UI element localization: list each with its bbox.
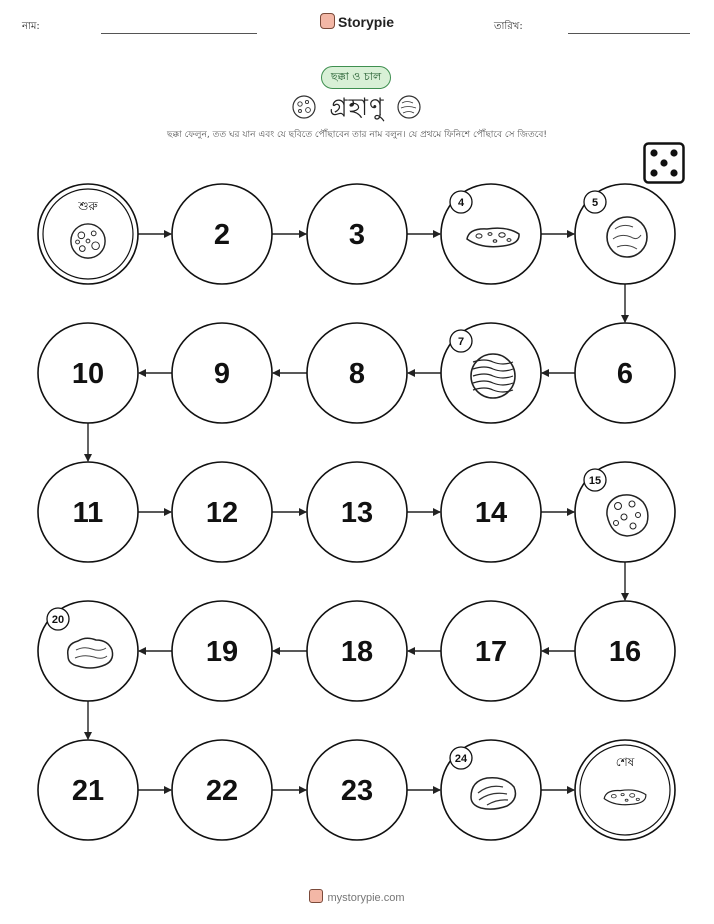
cell-number-badge xyxy=(450,191,472,213)
cell-number-badge xyxy=(584,191,606,213)
cell-number-badge xyxy=(450,330,472,352)
cell-number: 18 xyxy=(340,636,374,668)
badge-number: 5 xyxy=(591,197,599,209)
flat-asteroid-icon xyxy=(467,228,519,247)
end-label: শেষ xyxy=(615,755,635,769)
cell-number-badge xyxy=(450,747,472,769)
board-cell-8[interactable] xyxy=(307,323,407,423)
round-asteroid-icon xyxy=(607,217,647,257)
badge-number: 24 xyxy=(454,753,468,765)
cell-number: 11 xyxy=(72,497,104,529)
cell-number: 17 xyxy=(474,636,508,668)
footer xyxy=(0,889,714,904)
board-cell-13[interactable] xyxy=(307,462,407,562)
name-label: নাম: xyxy=(22,21,40,32)
cell-number: 13 xyxy=(340,497,374,529)
badge-number: 15 xyxy=(588,475,602,487)
striped-planet-icon xyxy=(471,354,515,398)
cell-number: 14 xyxy=(474,497,508,529)
cell-number: 6 xyxy=(616,358,634,390)
board-cell-12[interactable] xyxy=(172,462,272,562)
board-cell-2[interactable] xyxy=(172,184,272,284)
flat-asteroid-icon xyxy=(604,790,646,805)
board-cell-22[interactable] xyxy=(172,740,272,840)
badge-number: 4 xyxy=(457,197,465,209)
instructions: ছক্কা ফেলুন, তত ঘর যান এবং যে ছবিতে পৌঁছাবেন তার নাম বলুন। যে প্রথমে ফিনিশে পৌঁছাবে সে জিতবে! xyxy=(167,130,547,140)
board-cell-23[interactable] xyxy=(307,740,407,840)
cell-number: 23 xyxy=(340,775,374,807)
cell-number: 10 xyxy=(71,358,105,390)
board-cell-18[interactable] xyxy=(307,601,407,701)
board-cell-6[interactable] xyxy=(575,323,675,423)
footer-site[interactable]: mystorypie.com xyxy=(327,892,405,904)
board-cell-9[interactable] xyxy=(172,323,272,423)
badge-number: 7 xyxy=(457,336,465,348)
start-label: শুরু xyxy=(78,199,98,213)
board-cell-11[interactable] xyxy=(38,462,138,562)
board-cell-21[interactable] xyxy=(38,740,138,840)
board-cell-16[interactable] xyxy=(575,601,675,701)
brand-name: Storypie xyxy=(337,14,394,30)
board-cell-17[interactable] xyxy=(441,601,541,701)
board-cell-3[interactable] xyxy=(307,184,407,284)
badge-number: 20 xyxy=(51,614,65,626)
date-label: তারিখ: xyxy=(494,21,523,32)
board-cell-10[interactable] xyxy=(38,323,138,423)
cell-number: 9 xyxy=(213,358,231,390)
game-tag: ছক্কা ও চাল xyxy=(321,66,391,89)
cell-number: 3 xyxy=(348,219,366,251)
lumpy-rock-icon xyxy=(68,638,113,668)
cell-number: 2 xyxy=(213,219,231,251)
board-cell-19[interactable] xyxy=(172,601,272,701)
cell-number: 19 xyxy=(205,636,239,668)
board-cell-14[interactable] xyxy=(441,462,541,562)
cell-number: 21 xyxy=(71,775,105,807)
storypie-footer-logo-icon xyxy=(309,889,323,903)
cell-number: 16 xyxy=(608,636,642,668)
swirled-rock-icon xyxy=(471,778,515,809)
asteroid-icon xyxy=(71,224,105,258)
cell-number: 22 xyxy=(205,775,239,807)
cell-number-badge xyxy=(584,469,606,491)
cell-number: 8 xyxy=(348,358,366,390)
cell-number: 12 xyxy=(205,497,239,529)
cell-number-badge xyxy=(47,608,69,630)
page-title: গ্রহাণু xyxy=(329,93,385,121)
cratered-asteroid-icon xyxy=(607,495,648,536)
